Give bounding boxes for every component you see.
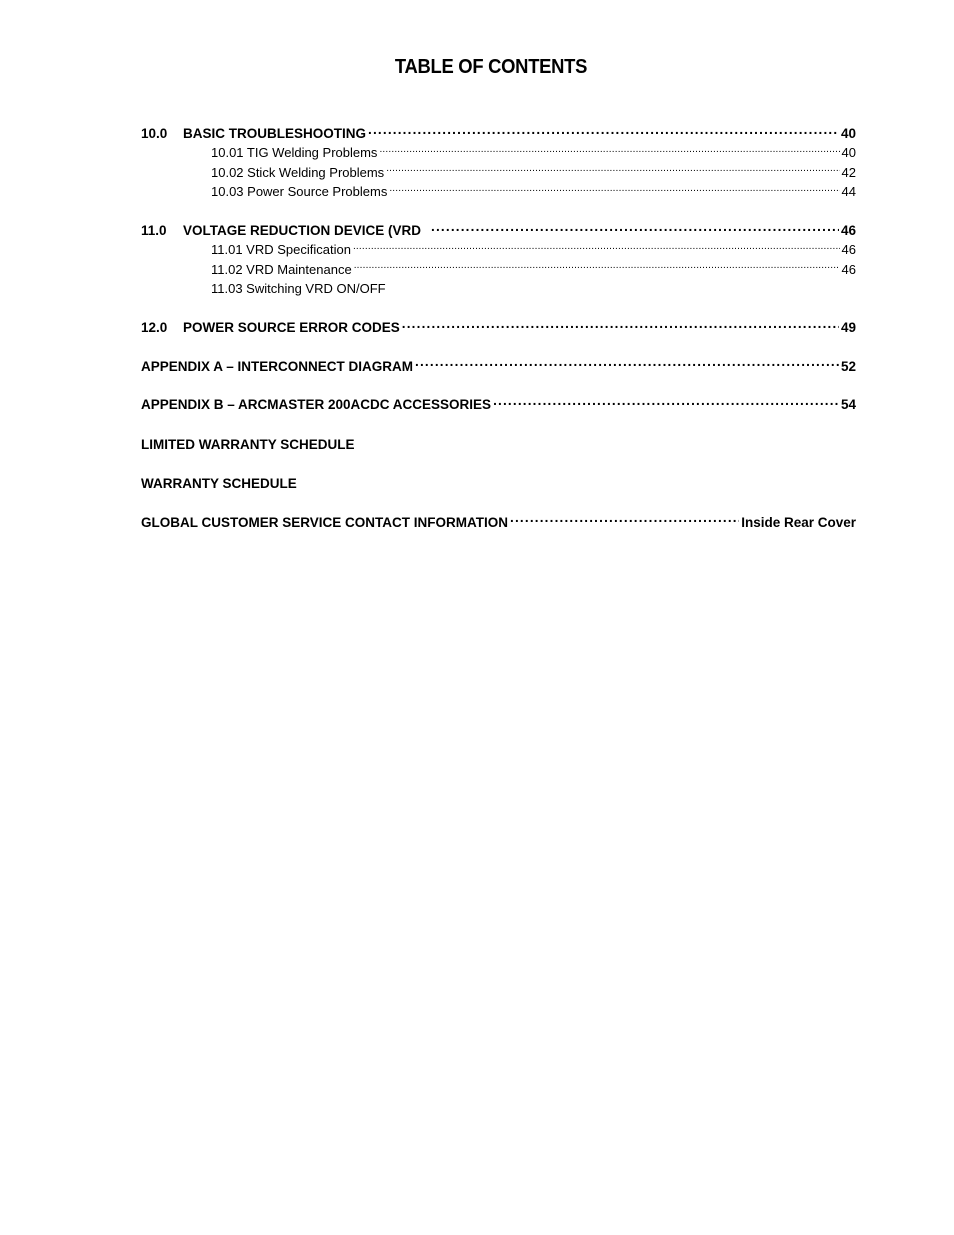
- spacer: [141, 415, 856, 435]
- toc-subentry-switching-vrd[interactable]: [141, 279, 856, 298]
- dot-leader: [402, 318, 839, 332]
- section-title: GLOBAL CUSTOMER SERVICE CONTACT INFORMATION: [141, 514, 509, 530]
- section-title: BASIC TROUBLESHOOTING: [183, 126, 367, 141]
- section-title: POWER SOURCE ERROR CODES: [183, 319, 400, 335]
- page-number: 46: [841, 261, 856, 277]
- toc-entry-global-customer-service[interactable]: [141, 513, 856, 532]
- section-title: APPENDIX A – INTERCONNECT DIAGRAM: [141, 358, 414, 374]
- dot-leader: [379, 144, 839, 157]
- spacer: [141, 337, 856, 356]
- dot-leader: [431, 221, 839, 235]
- spacer: [141, 455, 856, 474]
- subsection-title: 10.03 Power Source Problems: [211, 184, 388, 200]
- toc-subentry-stick-welding-problems[interactable]: [141, 163, 856, 182]
- spacer: [141, 299, 856, 318]
- toc-entry-limited-warranty[interactable]: [141, 435, 856, 454]
- section-title: VOLTAGE REDUCTION DEVICE (VRD: [183, 222, 422, 238]
- page-number: 49: [840, 319, 856, 335]
- table-of-contents: [141, 124, 856, 532]
- toc-entry-basic-troubleshooting[interactable]: [141, 124, 856, 143]
- section-number: 12.0: [141, 319, 168, 335]
- spacer: [141, 202, 856, 221]
- page-number: Inside Rear Cover: [741, 514, 856, 530]
- toc-subentry-vrd-maintenance[interactable]: [141, 260, 856, 279]
- dot-leader: [354, 261, 840, 274]
- subsection-title: 11.02 VRD Maintenance: [211, 261, 352, 277]
- page-number: 42: [841, 164, 856, 180]
- page-number: 52: [840, 358, 856, 374]
- toc-subentry-vrd-specification[interactable]: [141, 240, 856, 259]
- page-number: 46: [840, 222, 856, 238]
- section-title: LIMITED WARRANTY SCHEDULE: [141, 437, 355, 453]
- page-number: 46: [841, 242, 856, 258]
- page-number: 54: [840, 397, 856, 413]
- dot-leader: [386, 164, 839, 177]
- toc-entry-warranty-schedule[interactable]: [141, 474, 856, 493]
- spacer: [141, 376, 856, 395]
- dot-leader: [368, 125, 839, 139]
- toc-entry-error-codes[interactable]: [141, 318, 856, 337]
- spacer: [141, 493, 856, 512]
- page-number: 40: [841, 145, 856, 161]
- page-number: 40: [840, 126, 856, 141]
- dot-leader: [389, 183, 839, 196]
- subsection-title: 11.01 VRD Specification: [211, 242, 351, 258]
- dot-leader: [510, 513, 739, 527]
- section-title: APPENDIX B – ARCMASTER 200ACDC ACCESSORIES: [141, 397, 492, 413]
- section-number: 11.0: [141, 222, 167, 238]
- toc-entry-vrd[interactable]: [141, 221, 856, 240]
- dot-leader: [493, 396, 839, 410]
- toc-entry-appendix-b[interactable]: [141, 395, 856, 414]
- toc-entry-appendix-a[interactable]: [141, 357, 856, 376]
- subsection-title: 10.01 TIG Welding Problems: [211, 145, 378, 161]
- subsection-title: 11.03 Switching VRD ON/OFF: [211, 281, 386, 297]
- section-number: 10.0: [141, 126, 168, 141]
- page-title: TABLE OF CONTENTS: [394, 56, 588, 78]
- dot-leader: [353, 241, 840, 254]
- subsection-title: 10.02 Stick Welding Problems: [211, 164, 385, 180]
- page-number: 44: [841, 184, 856, 200]
- dot-leader: [415, 357, 839, 371]
- section-title: WARRANTY SCHEDULE: [141, 476, 297, 492]
- toc-subentry-power-source-problems[interactable]: [141, 182, 856, 201]
- toc-subentry-tig-welding-problems[interactable]: [141, 143, 856, 162]
